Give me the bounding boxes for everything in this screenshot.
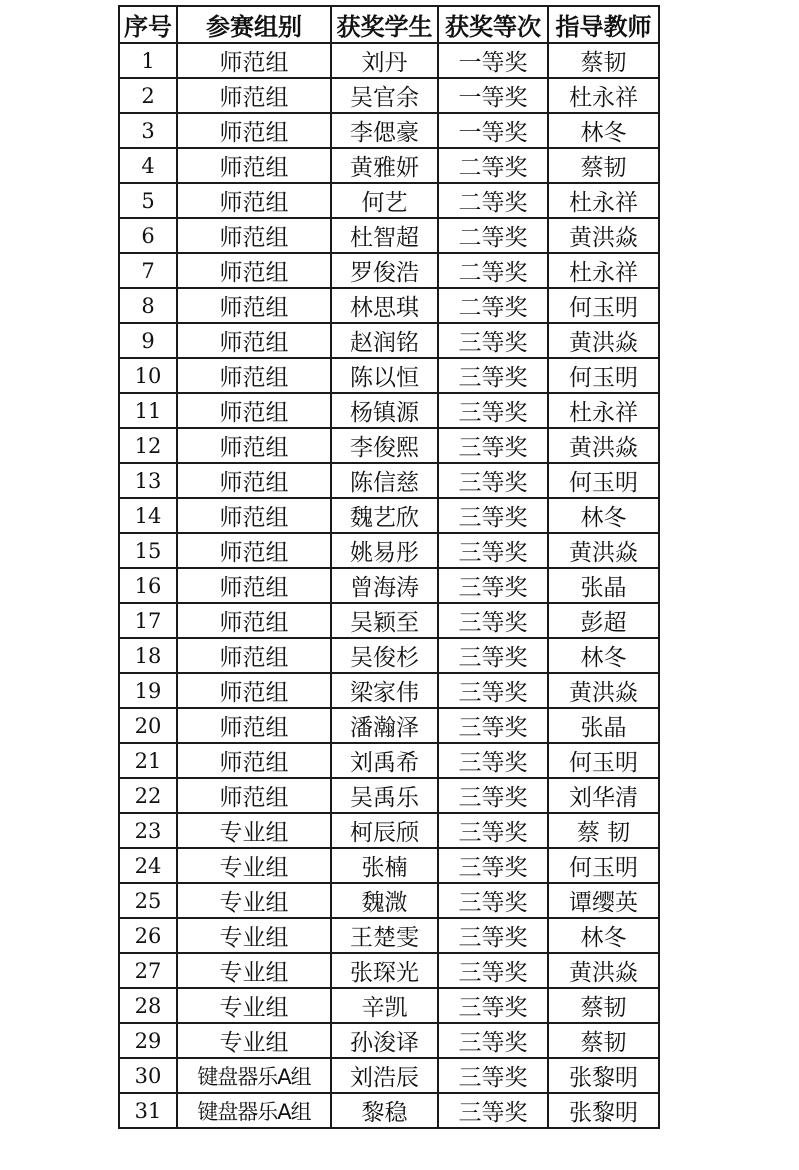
row-group-cell: 专业组	[177, 813, 331, 848]
row-teacher-cell: 何玉明	[548, 848, 659, 883]
row-student-cell: 魏溦	[331, 883, 438, 918]
row-award-cell: 二等奖	[438, 253, 548, 288]
header-row	[119, 6, 659, 43]
header-index: 序号	[119, 6, 177, 43]
table-row	[119, 708, 659, 743]
row-student-cell: 杨镇源	[331, 393, 438, 428]
row-award-cell: 三等奖	[438, 463, 548, 498]
row-award-cell: 三等奖	[438, 778, 548, 813]
row-index-cell: 3	[119, 113, 177, 148]
row-student-cell: 张琛光	[331, 953, 438, 988]
table-row	[119, 358, 659, 393]
row-student-cell: 陈以恒	[331, 358, 438, 393]
table-row	[119, 848, 659, 883]
row-group-cell: 师范组	[177, 253, 331, 288]
row-student-cell: 杜智超	[331, 218, 438, 253]
row-group-cell: 师范组	[177, 533, 331, 568]
table-row	[119, 393, 659, 428]
row-index-cell: 7	[119, 253, 177, 288]
row-student-cell: 吴颖至	[331, 603, 438, 638]
table-row	[119, 428, 659, 463]
row-teacher-cell: 黄洪焱	[548, 533, 659, 568]
row-teacher-cell: 杜永祥	[548, 183, 659, 218]
row-teacher-cell: 林冬	[548, 498, 659, 533]
row-student-cell: 李俊熙	[331, 428, 438, 463]
row-award-cell: 二等奖	[438, 148, 548, 183]
row-group-cell: 师范组	[177, 183, 331, 218]
row-index-cell: 21	[119, 743, 177, 778]
row-teacher-cell: 张晶	[548, 708, 659, 743]
table-body	[119, 43, 659, 1128]
table-row	[119, 778, 659, 813]
row-group-cell: 师范组	[177, 218, 331, 253]
table-row	[119, 813, 659, 848]
row-teacher-cell: 黄洪焱	[548, 953, 659, 988]
table-row	[119, 113, 659, 148]
row-teacher-cell: 蔡韧	[548, 43, 659, 78]
row-student-cell: 姚易彤	[331, 533, 438, 568]
header-teacher: 指导教师	[548, 6, 659, 43]
row-award-cell: 三等奖	[438, 533, 548, 568]
row-index-cell: 29	[119, 1023, 177, 1058]
row-group-cell: 专业组	[177, 1023, 331, 1058]
award-list-document	[118, 5, 660, 1129]
row-student-cell: 曾海涛	[331, 568, 438, 603]
row-index-cell: 10	[119, 358, 177, 393]
row-student-cell: 林思琪	[331, 288, 438, 323]
row-student-cell: 刘丹	[331, 43, 438, 78]
row-teacher-cell: 何玉明	[548, 358, 659, 393]
row-teacher-cell: 张黎明	[548, 1058, 659, 1093]
table-row	[119, 568, 659, 603]
table-row	[119, 1093, 659, 1128]
row-group-cell: 师范组	[177, 708, 331, 743]
row-group-cell: 键盘器乐A组	[177, 1093, 331, 1128]
row-teacher-cell: 林冬	[548, 638, 659, 673]
row-group-cell: 师范组	[177, 603, 331, 638]
row-group-cell: 专业组	[177, 848, 331, 883]
row-student-cell: 辛凯	[331, 988, 438, 1023]
row-award-cell: 一等奖	[438, 43, 548, 78]
row-teacher-cell: 林冬	[548, 113, 659, 148]
row-index-cell: 12	[119, 428, 177, 463]
table-row	[119, 533, 659, 568]
row-student-cell: 吴俊杉	[331, 638, 438, 673]
row-teacher-cell: 何玉明	[548, 463, 659, 498]
row-award-cell: 三等奖	[438, 743, 548, 778]
row-award-cell: 三等奖	[438, 953, 548, 988]
row-student-cell: 罗俊浩	[331, 253, 438, 288]
row-index-cell: 1	[119, 43, 177, 78]
row-teacher-cell: 张黎明	[548, 1093, 659, 1128]
row-group-cell: 师范组	[177, 778, 331, 813]
row-teacher-cell: 蔡韧	[548, 1023, 659, 1058]
row-index-cell: 8	[119, 288, 177, 323]
row-group-cell: 师范组	[177, 113, 331, 148]
row-student-cell: 张楠	[331, 848, 438, 883]
row-award-cell: 三等奖	[438, 988, 548, 1023]
row-teacher-cell: 何玉明	[548, 743, 659, 778]
table-row	[119, 498, 659, 533]
row-group-cell: 师范组	[177, 568, 331, 603]
table-row	[119, 323, 659, 358]
row-index-cell: 18	[119, 638, 177, 673]
row-teacher-cell: 蔡韧	[548, 988, 659, 1023]
row-index-cell: 15	[119, 533, 177, 568]
row-award-cell: 三等奖	[438, 813, 548, 848]
row-award-cell: 三等奖	[438, 1023, 548, 1058]
row-index-cell: 28	[119, 988, 177, 1023]
row-teacher-cell: 杜永祥	[548, 253, 659, 288]
row-student-cell: 潘瀚泽	[331, 708, 438, 743]
table-row	[119, 883, 659, 918]
row-group-cell: 师范组	[177, 358, 331, 393]
row-award-cell: 三等奖	[438, 673, 548, 708]
row-teacher-cell: 蔡 韧	[548, 813, 659, 848]
row-student-cell: 梁家伟	[331, 673, 438, 708]
row-teacher-cell: 黄洪焱	[548, 218, 659, 253]
table-row	[119, 183, 659, 218]
table-row	[119, 43, 659, 78]
table-row	[119, 218, 659, 253]
row-group-cell: 师范组	[177, 463, 331, 498]
table-row	[119, 148, 659, 183]
row-student-cell: 刘禹希	[331, 743, 438, 778]
row-teacher-cell: 谭缨英	[548, 883, 659, 918]
row-group-cell: 师范组	[177, 498, 331, 533]
row-index-cell: 9	[119, 323, 177, 358]
row-index-cell: 13	[119, 463, 177, 498]
row-award-cell: 三等奖	[438, 918, 548, 953]
row-teacher-cell: 黄洪焱	[548, 323, 659, 358]
table-row	[119, 638, 659, 673]
row-index-cell: 2	[119, 78, 177, 113]
row-award-cell: 二等奖	[438, 183, 548, 218]
row-group-cell: 专业组	[177, 918, 331, 953]
table-row	[119, 253, 659, 288]
row-teacher-cell: 杜永祥	[548, 393, 659, 428]
row-award-cell: 三等奖	[438, 568, 548, 603]
row-group-cell: 师范组	[177, 288, 331, 323]
row-index-cell: 5	[119, 183, 177, 218]
row-teacher-cell: 杜永祥	[548, 78, 659, 113]
row-index-cell: 19	[119, 673, 177, 708]
row-group-cell: 师范组	[177, 393, 331, 428]
table-row	[119, 673, 659, 708]
row-group-cell: 师范组	[177, 323, 331, 358]
row-award-cell: 三等奖	[438, 1058, 548, 1093]
row-index-cell: 4	[119, 148, 177, 183]
row-student-cell: 陈信慈	[331, 463, 438, 498]
table-row	[119, 743, 659, 778]
row-index-cell: 24	[119, 848, 177, 883]
row-group-cell: 师范组	[177, 78, 331, 113]
row-index-cell: 17	[119, 603, 177, 638]
row-award-cell: 一等奖	[438, 113, 548, 148]
row-teacher-cell: 黄洪焱	[548, 428, 659, 463]
row-index-cell: 6	[119, 218, 177, 253]
row-student-cell: 王楚雯	[331, 918, 438, 953]
row-group-cell: 专业组	[177, 953, 331, 988]
row-teacher-cell: 林冬	[548, 918, 659, 953]
table-row	[119, 288, 659, 323]
row-group-cell: 师范组	[177, 148, 331, 183]
row-award-cell: 三等奖	[438, 358, 548, 393]
row-group-cell: 师范组	[177, 673, 331, 708]
table-row	[119, 918, 659, 953]
row-student-cell: 何艺	[331, 183, 438, 218]
row-award-cell: 三等奖	[438, 323, 548, 358]
table-row	[119, 1023, 659, 1058]
row-index-cell: 23	[119, 813, 177, 848]
row-student-cell: 赵润铭	[331, 323, 438, 358]
row-group-cell: 专业组	[177, 988, 331, 1023]
header-group: 参赛组别	[177, 6, 331, 43]
table-row	[119, 953, 659, 988]
row-index-cell: 11	[119, 393, 177, 428]
table-row	[119, 1058, 659, 1093]
row-student-cell: 黄雅妍	[331, 148, 438, 183]
row-teacher-cell: 刘华清	[548, 778, 659, 813]
row-award-cell: 三等奖	[438, 603, 548, 638]
row-student-cell: 柯辰颀	[331, 813, 438, 848]
row-index-cell: 30	[119, 1058, 177, 1093]
row-group-cell: 师范组	[177, 743, 331, 778]
row-group-cell: 师范组	[177, 43, 331, 78]
row-award-cell: 三等奖	[438, 393, 548, 428]
row-index-cell: 25	[119, 883, 177, 918]
row-student-cell: 吴官余	[331, 78, 438, 113]
row-index-cell: 27	[119, 953, 177, 988]
table-row	[119, 603, 659, 638]
header-student: 获奖学生	[331, 6, 438, 43]
row-group-cell: 师范组	[177, 638, 331, 673]
row-award-cell: 二等奖	[438, 218, 548, 253]
row-teacher-cell: 黄洪焱	[548, 673, 659, 708]
row-group-cell: 师范组	[177, 428, 331, 463]
row-student-cell: 孙浚译	[331, 1023, 438, 1058]
row-award-cell: 三等奖	[438, 883, 548, 918]
row-student-cell: 李偲豪	[331, 113, 438, 148]
table-row	[119, 988, 659, 1023]
table-row	[119, 463, 659, 498]
row-award-cell: 三等奖	[438, 848, 548, 883]
row-award-cell: 二等奖	[438, 288, 548, 323]
row-index-cell: 16	[119, 568, 177, 603]
row-index-cell: 31	[119, 1093, 177, 1128]
row-teacher-cell: 张晶	[548, 568, 659, 603]
row-student-cell: 刘浩辰	[331, 1058, 438, 1093]
row-teacher-cell: 蔡韧	[548, 148, 659, 183]
row-student-cell: 魏艺欣	[331, 498, 438, 533]
row-index-cell: 20	[119, 708, 177, 743]
header-award: 获奖等次	[438, 6, 548, 43]
row-award-cell: 一等奖	[438, 78, 548, 113]
row-student-cell: 吴禹乐	[331, 778, 438, 813]
row-index-cell: 22	[119, 778, 177, 813]
row-teacher-cell: 何玉明	[548, 288, 659, 323]
row-award-cell: 三等奖	[438, 428, 548, 463]
row-group-cell: 专业组	[177, 883, 331, 918]
row-student-cell: 黎稳	[331, 1093, 438, 1128]
row-index-cell: 26	[119, 918, 177, 953]
row-award-cell: 三等奖	[438, 638, 548, 673]
table-row	[119, 78, 659, 113]
row-index-cell: 14	[119, 498, 177, 533]
row-award-cell: 三等奖	[438, 708, 548, 743]
row-award-cell: 三等奖	[438, 1093, 548, 1128]
row-group-cell: 键盘器乐A组	[177, 1058, 331, 1093]
row-teacher-cell: 彭超	[548, 603, 659, 638]
row-award-cell: 三等奖	[438, 498, 548, 533]
award-table	[118, 5, 660, 1129]
